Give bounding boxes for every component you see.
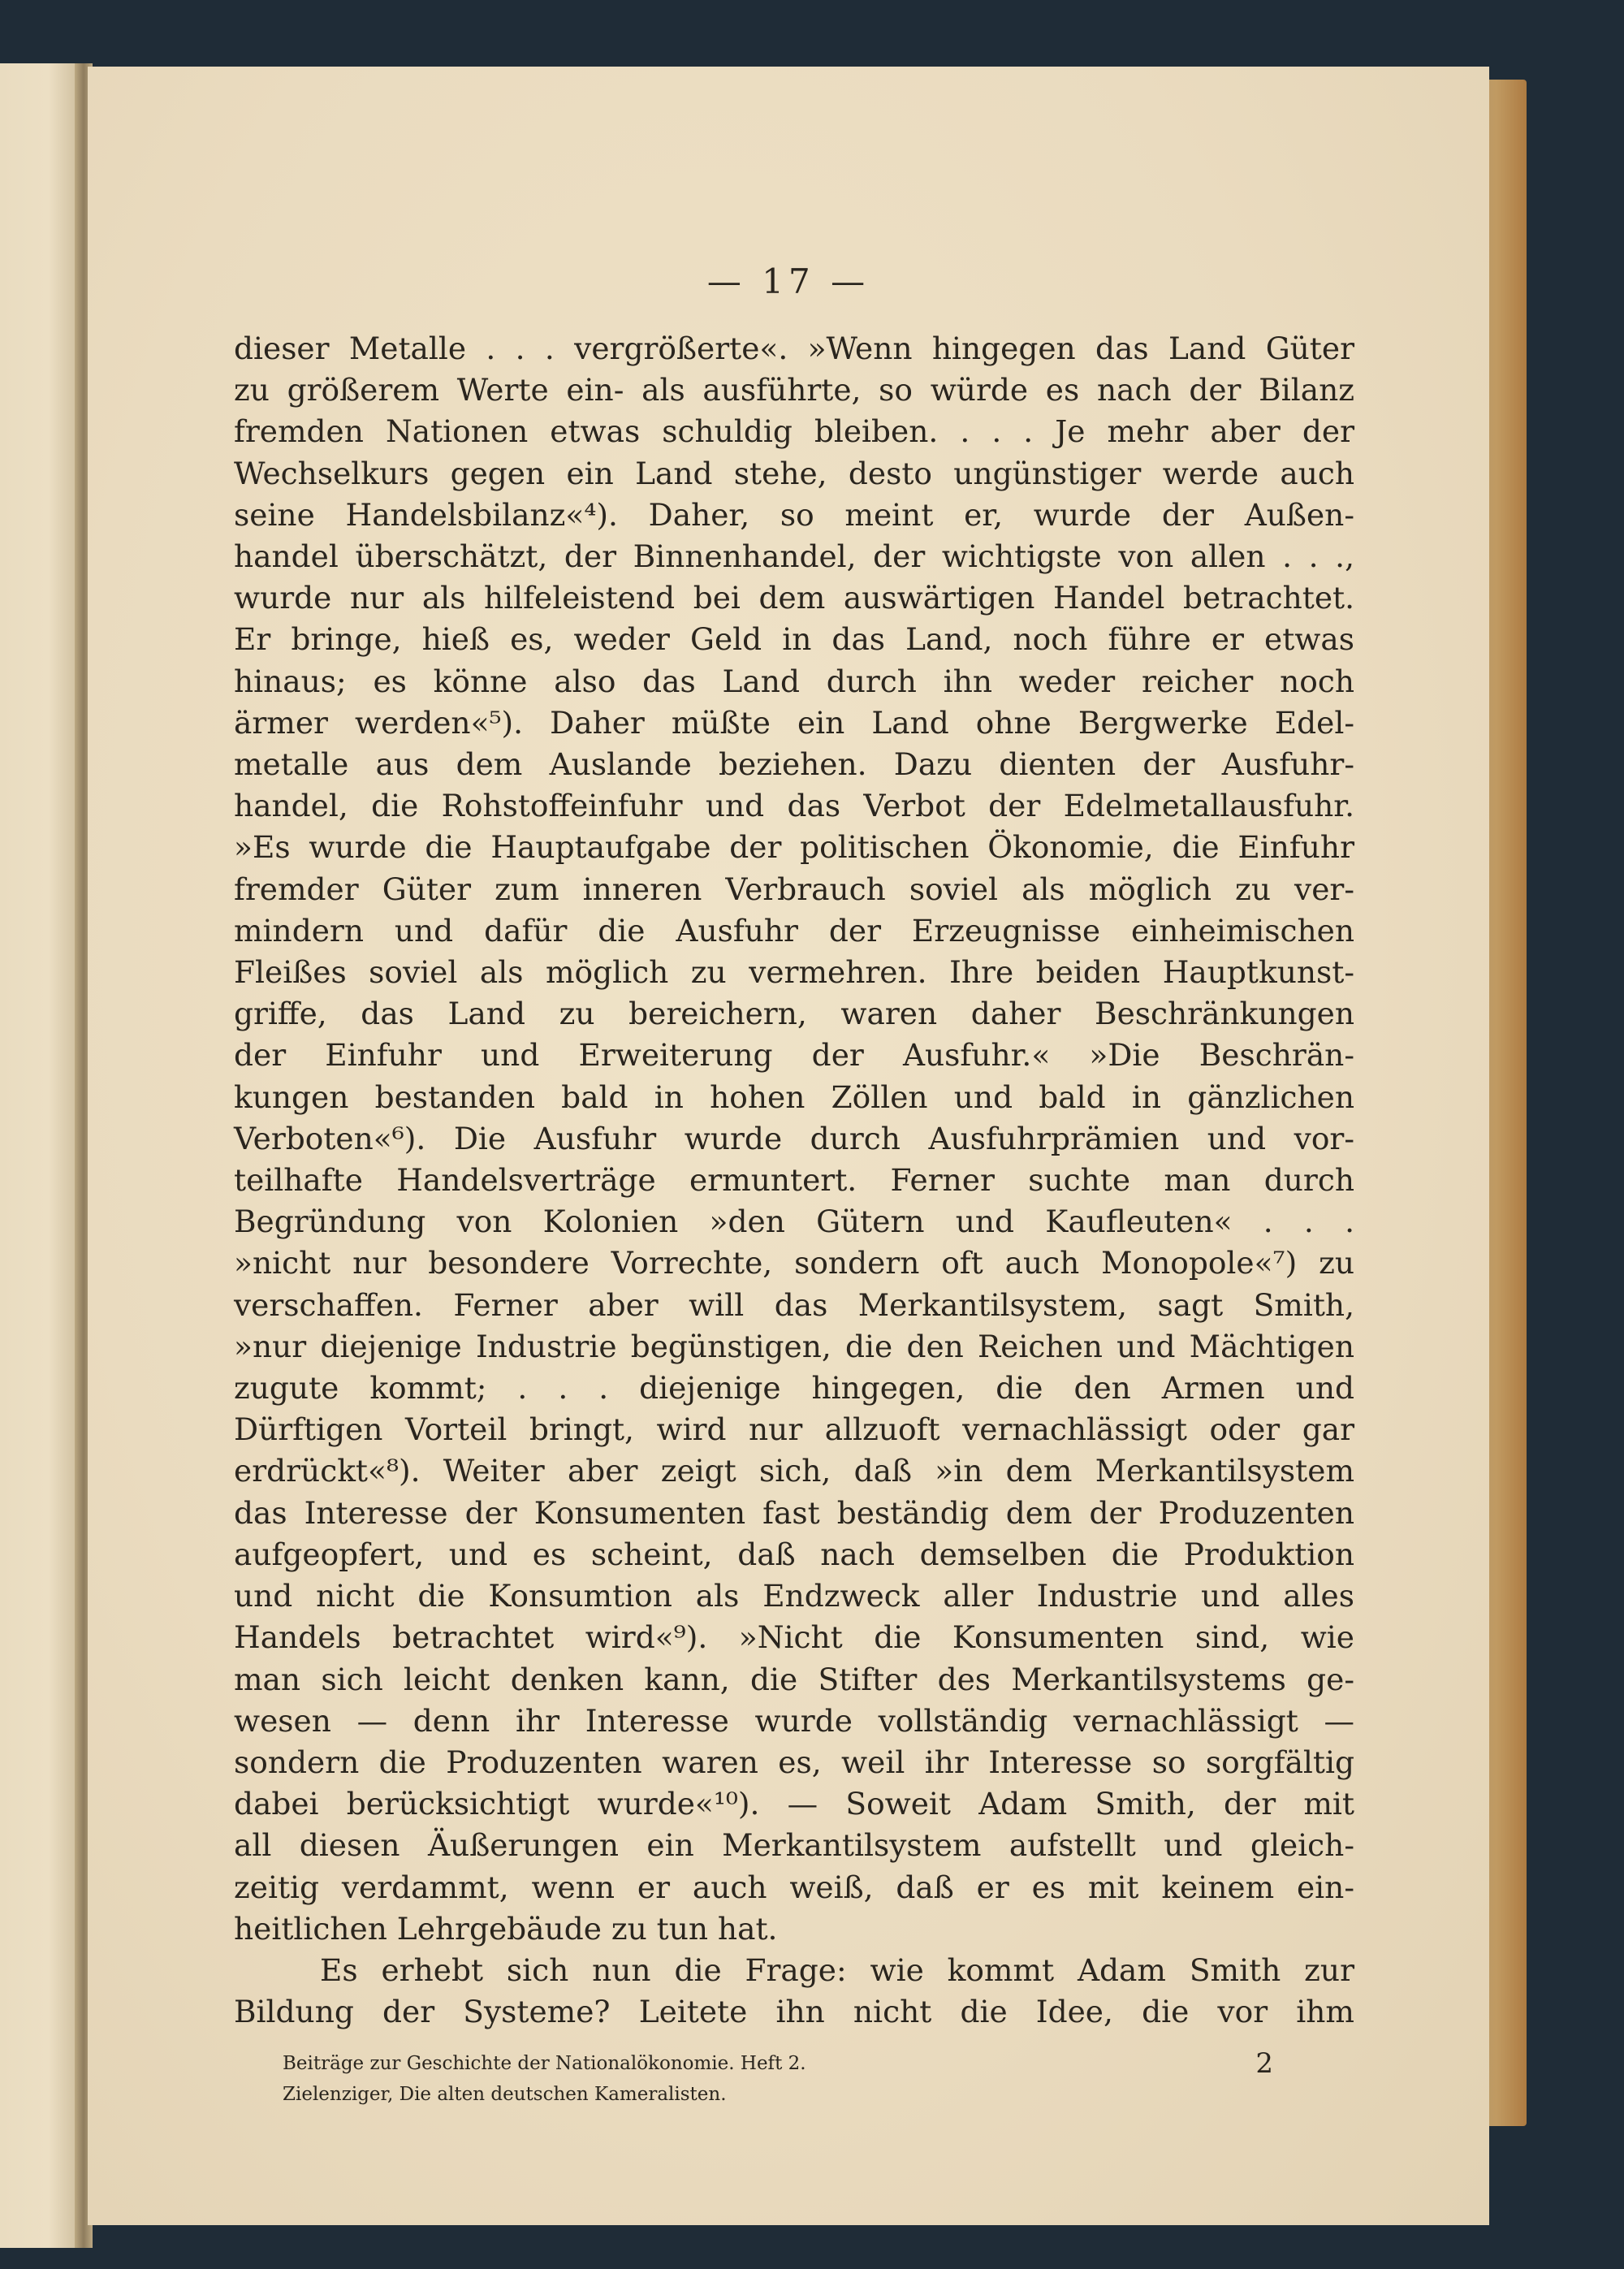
text-line: »nicht nur besondere Vorrechte, sondern oft auch Monopole«⁷) zu bbox=[234, 1245, 1354, 1281]
text-line: Handels betrachtet wird«⁹). »Nicht die Konsumenten sind, wie bbox=[234, 1619, 1354, 1656]
text-line: zugute kommt; . . . diejenige hingegen, die den Armen und bbox=[234, 1370, 1354, 1407]
text-line: dieser Metalle . . . vergrößerte«. »Wenn hingegen das Land Güter bbox=[234, 331, 1354, 366]
text-line: griffe, das Land zu bereichern, waren daher Beschränkungen bbox=[234, 996, 1354, 1032]
text-line: handel überschätzt, der Binnenhandel, der wichtigste von allen . . ., bbox=[234, 538, 1354, 575]
author-title: Zielenziger, Die alten deutschen Kameralisten. bbox=[283, 2084, 727, 2105]
left-page-edge bbox=[0, 63, 81, 2248]
text-line: sondern die Produzenten waren es, weil ihr Interesse so sorgfältig bbox=[234, 1744, 1354, 1780]
text-line: verschaffen. Ferner aber will das Merkantilsystem, sagt Smith, bbox=[234, 1286, 1354, 1323]
text-line: wurde nur als hilfeleistend bei dem auswärtigen Handel betrachtet. bbox=[234, 580, 1354, 616]
text-line: Verboten«⁶). Die Ausfuhr wurde durch Ausfuhrprämien und vor- bbox=[234, 1120, 1354, 1156]
text-line: kungen bestanden bald in hohen Zöllen und bald in gänzlichen bbox=[234, 1078, 1354, 1115]
text-line: man sich leicht denken kann, die Stifter des Merkantilsystems ge- bbox=[234, 1661, 1354, 1697]
text-line: ärmer werden«⁵). Daher müßte ein Land ohne Bergwerke Edel- bbox=[234, 704, 1354, 741]
text-line: Wechselkurs gegen ein Land stehe, desto ungünstiger werde auch bbox=[234, 455, 1354, 491]
text-line: Begründung von Kolonien »den Gütern und Kaufleuten« . . . bbox=[234, 1204, 1354, 1240]
series-title: Beiträge zur Geschichte der Nationalökonomie. Heft 2. bbox=[283, 2053, 806, 2074]
text-line: heitlichen Lehrgebäude zu tun hat. bbox=[234, 1910, 778, 1947]
text-line: all diesen Äußerungen ein Merkantilsystem aufstellt und gleich- bbox=[234, 1827, 1354, 1864]
text-line: seine Handelsbilanz«⁴). Daher, so meint er, wurde der Außen- bbox=[234, 496, 1354, 533]
text-line: metalle aus dem Auslande beziehen. Dazu dienten der Ausfuhr- bbox=[234, 746, 1354, 783]
text-line: Es erhebt sich nun die Frage: wie kommt Adam Smith zur bbox=[320, 1951, 1354, 1988]
text-line: erdrückt«⁸). Weiter aber zeigt sich, daß »in dem Merkantilsystem bbox=[234, 1453, 1354, 1489]
book-page bbox=[88, 67, 1489, 2225]
text-line: aufgeopfert, und es scheint, daß nach demselben die Produktion bbox=[234, 1536, 1354, 1572]
text-line: teilhafte Handelsverträge ermuntert. Ferner suchte man durch bbox=[234, 1162, 1354, 1199]
text-line: fremden Nationen etwas schuldig bleiben. . . . Je mehr aber der bbox=[234, 413, 1354, 450]
text-line: hinaus; es könne also das Land durch ihn weder reicher noch bbox=[234, 663, 1354, 699]
text-line: »Es wurde die Hauptaufgabe der politischen Ökonomie, die Einfuhr bbox=[234, 829, 1354, 866]
text-line: und nicht die Konsumtion als Endzweck aller Industrie und alles bbox=[234, 1578, 1354, 1614]
text-line: »nur diejenige Industrie begünstigen, die den Reichen und Mächtigen bbox=[234, 1328, 1354, 1364]
signature-mark: 2 bbox=[1255, 2047, 1273, 2080]
text-line: Dürftigen Vorteil bringt, wird nur allzuoft vernachlässigt oder gar bbox=[234, 1411, 1354, 1448]
text-line: fremder Güter zum inneren Verbrauch soviel als möglich zu ver- bbox=[234, 871, 1354, 907]
text-line: zu größerem Werte ein- als ausführte, so würde es nach der Bilanz bbox=[234, 372, 1354, 408]
text-line: das Interesse der Konsumenten fast beständig dem der Produzenten bbox=[234, 1494, 1354, 1531]
page-footer bbox=[283, 2048, 1306, 2110]
text-line: mindern und dafür die Ausfuhr der Erzeugnisse einheimischen bbox=[234, 912, 1354, 949]
text-line: Fleißes soviel als möglich zu vermehren. Ihre beiden Hauptkunst- bbox=[234, 954, 1354, 991]
text-line: Bildung der Systeme? Leitete ihn nicht die Idee, die vor ihm bbox=[234, 1994, 1354, 2030]
text-line: Er bringe, hieß es, weder Geld in das Land, noch führe er etwas bbox=[234, 621, 1354, 658]
text-line: zeitig verdammt, wenn er auch weiß, daß er es mit keinem ein- bbox=[234, 1869, 1354, 1905]
text-line: dabei berücksichtigt wurde«¹⁰). — Soweit Adam Smith, der mit bbox=[234, 1786, 1354, 1822]
text-line: wesen — denn ihr Interesse wurde vollständig vernachlässigt — bbox=[234, 1702, 1354, 1739]
body-text bbox=[234, 328, 1354, 2033]
text-line: der Einfuhr und Erweiterung der Ausfuhr.« »Die Beschrän- bbox=[234, 1037, 1354, 1074]
page-number: — 17 — bbox=[706, 261, 870, 301]
text-line: handel, die Rohstoffeinfuhr und das Verbot der Edelmetallausfuhr. bbox=[234, 788, 1354, 824]
